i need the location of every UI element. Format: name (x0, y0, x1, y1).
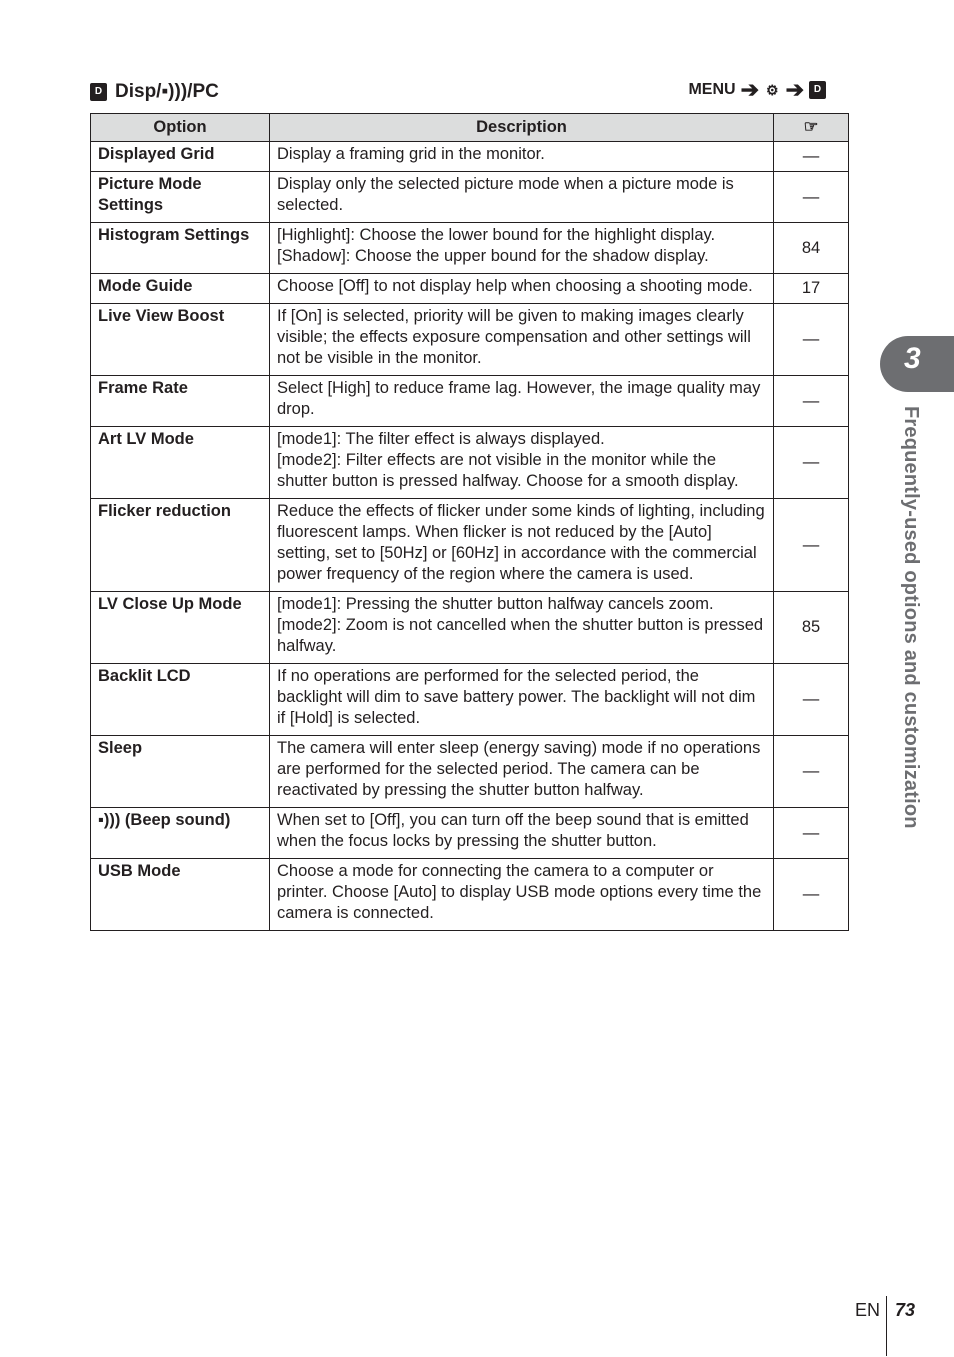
table-row (91, 304, 849, 376)
reference-cell: 17 (774, 274, 849, 304)
table-row (91, 859, 849, 931)
page-number: 73 (895, 1300, 916, 1320)
reference-cell: — (774, 376, 849, 427)
reference-cell: — (774, 736, 849, 808)
table-row (91, 274, 849, 304)
reference-cell: — (774, 172, 849, 223)
reference-cell: — (774, 304, 849, 376)
table-row (91, 664, 849, 736)
chapter-number: 3 (904, 342, 921, 375)
option-cell: USB Mode (91, 859, 270, 931)
table-row (91, 499, 849, 592)
reference-cell: 85 (774, 592, 849, 664)
table-header-row (91, 114, 849, 142)
column-header-option: Option (91, 114, 270, 142)
reference-cell: — (774, 859, 849, 931)
option-cell: LV Close Up Mode (91, 592, 270, 664)
reference-cell: 84 (774, 223, 849, 274)
arrow-right-icon: ➔ (740, 77, 759, 102)
description-cell: Reduce the effects of flicker under some kinds of lighting, including fluorescent lamps. When flicker is not reduced by the [Auto] setting, set to [50Hz] or [60Hz] in accordance with the commercial power frequency of the region where the camera is used. (270, 499, 774, 592)
section-title-group (90, 81, 219, 103)
footer-divider (886, 1296, 887, 1356)
description-cell: If [On] is selected, priority will be given to making images clearly visible; the effects exposure compensation and other settings will not be visible in the monitor. (270, 304, 774, 376)
option-cell: Backlit LCD (91, 664, 270, 736)
reference-page-icon: ☞ (774, 114, 849, 142)
option-cell: Mode Guide (91, 274, 270, 304)
description-cell: [mode1]: The filter effect is always displayed. [mode2]: Filter effects are not visible in the monitor while the shutter button is pressed halfway. Choose for a smooth display. (270, 427, 774, 499)
table-row (91, 172, 849, 223)
table-row (91, 427, 849, 499)
description-cell: Select [High] to reduce frame lag. However, the image quality may drop. (270, 376, 774, 427)
description-cell: When set to [Off], you can turn off the beep sound that is emitted when the focus locks by pressing the shutter button. (270, 808, 774, 859)
option-cell: Sleep (91, 736, 270, 808)
table-row (91, 223, 849, 274)
table-row (91, 592, 849, 664)
table-row (91, 736, 849, 808)
option-cell: Flicker reduction (91, 499, 270, 592)
description-cell: Choose [Off] to not display help when choosing a shooting mode. (270, 274, 774, 304)
option-cell: Art LV Mode (91, 427, 270, 499)
footer-language: EN (855, 1300, 881, 1320)
description-cell: The camera will enter sleep (energy saving) mode if no operations are performed for the selected period. The camera can be reactivated by pressing the shutter button halfway. (270, 736, 774, 808)
description-cell: [mode1]: Pressing the shutter button halfway cancels zoom. [mode2]: Zoom is not cancelled when the shutter button is pressed halfway. (270, 592, 774, 664)
description-cell: [Highlight]: Choose the lower bound for the highlight display. [Shadow]: Choose the upper bound for the shadow display. (270, 223, 774, 274)
menu-label: MENU (688, 81, 736, 98)
menu-path (688, 79, 826, 101)
reference-cell: — (774, 808, 849, 859)
camera-display-icon: D (809, 81, 826, 99)
option-cell: Histogram Settings (91, 223, 270, 274)
camera-display-icon: D (90, 83, 107, 101)
option-cell: Live View Boost (91, 304, 270, 376)
reference-cell: — (774, 664, 849, 736)
table-row (91, 808, 849, 859)
column-header-description: Description (270, 114, 774, 142)
option-cell: Displayed Grid (91, 142, 270, 172)
table-row (91, 376, 849, 427)
section-header (90, 78, 850, 108)
description-cell: If no operations are performed for the selected period, the backlight will dim to save battery power. The backlight will not dim if [Hold] is selected. (270, 664, 774, 736)
option-cell: Frame Rate (91, 376, 270, 427)
description-cell: Display only the selected picture mode when a picture mode is selected. (270, 172, 774, 223)
option-cell: ▪))) (Beep sound) (91, 808, 270, 859)
option-cell: Picture Mode Settings (91, 172, 270, 223)
section-title: Disp/▪)))/PC (115, 81, 219, 102)
table-row (91, 142, 849, 172)
reference-cell: — (774, 499, 849, 592)
options-table (90, 113, 849, 931)
description-cell: Choose a mode for connecting the camera to a computer or printer. Choose [Auto] to display USB mode options every time the camera is connected. (270, 859, 774, 931)
gear-icon: ⚙ (766, 81, 779, 98)
arrow-right-icon: ➔ (785, 77, 804, 102)
chapter-title: Frequently-used options and customization (900, 406, 922, 829)
reference-cell: — (774, 427, 849, 499)
reference-cell: — (774, 142, 849, 172)
description-cell: Display a framing grid in the monitor. (270, 142, 774, 172)
